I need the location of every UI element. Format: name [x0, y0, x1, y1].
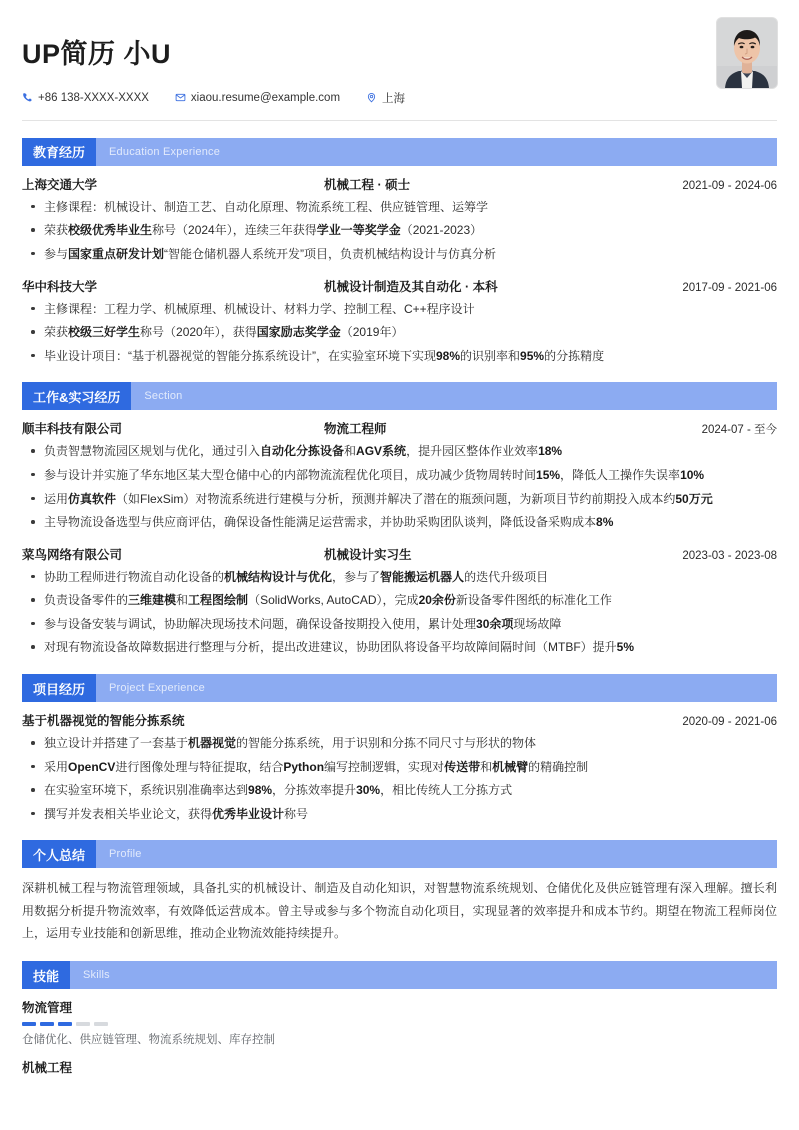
section-header-project	[22, 674, 777, 702]
location-pin-icon	[366, 92, 377, 103]
contact-phone	[22, 92, 149, 104]
entry-header	[22, 277, 777, 295]
entry-header	[22, 175, 777, 193]
list-item: 主修课程：工程力学、机械原理、机械设计、材料力学、控制工程、C++程序设计	[22, 300, 777, 319]
section-body-education	[22, 175, 777, 366]
entry-date: 2017-09 - 2021-06	[682, 281, 777, 294]
entry-date: 2020-09 - 2021-06	[682, 716, 777, 729]
entry-org: 华中科技大学	[22, 279, 98, 294]
education-entry	[22, 175, 777, 264]
section-title-cn: 教育经历	[22, 138, 96, 166]
section-title-cn: 技能	[22, 961, 70, 989]
entry-header	[22, 419, 777, 437]
page-title: UP简历 小U	[22, 39, 172, 69]
work-entry	[22, 545, 777, 657]
section-title-en: Skills	[83, 969, 110, 981]
project-entry	[22, 711, 777, 823]
contact-location-value: 上海	[382, 92, 406, 105]
entry-date: 2024-07 - 至今	[701, 424, 777, 437]
section-body-skills	[22, 998, 777, 1076]
section-body-project	[22, 711, 777, 823]
entry-role: 机械工程 · 硕士	[324, 177, 411, 192]
list-item: 主修课程：机械设计、制造工艺、自动化原理、物流系统工程、供应链管理、运筹学	[22, 198, 777, 217]
list-item: 参与国家重点研发计划“智能仓储机器人系统开发”项目，负责机械结构设计与仿真分析	[22, 245, 777, 264]
entry-org: 菜鸟网络有限公司	[22, 547, 123, 562]
skill-description: 仓储优化、供应链管理、物流系统规划、库存控制	[22, 1034, 275, 1046]
resume-header	[22, 0, 777, 121]
list-item: 采用OpenCV进行图像处理与特征提取，结合Python编写控制逻辑，实现对传送带和机械臂的精确控制	[22, 758, 777, 777]
entry-header	[22, 711, 777, 729]
list-item: 参与设备安装与调试，协助解决现场技术问题，确保设备按期投入使用，累计处理30余项现场故障	[22, 615, 777, 634]
entry-role: 物流工程师	[324, 422, 387, 437]
section-header-work	[22, 382, 777, 410]
section-title-cn: 工作&实习经历	[22, 382, 131, 410]
profile-text: 深耕机械工程与物流管理领域，具备扎实的机械设计、制造及自动化知识，对智慧物流系统规划、仓储优化及供应链管理有深入理解。擅长利用数据分析提升物流效率，有效降低运营成本。曾主导或参与多个物流自动化项目，实现显著的效率提升和成本节约。期望在物流工程师岗位上，运用专业技能和创新思维，推动企业物流效能持续提升。	[22, 881, 777, 940]
contact-phone-value: +86 138-XXXX-XXXX	[38, 91, 149, 104]
section-title-en: Profile	[109, 848, 142, 861]
phone-icon	[22, 92, 33, 103]
section-title-en: Education Experience	[109, 145, 221, 158]
list-item: 荣获校级优秀毕业生称号（2024年），连续三年获得学业一等奖学金（2021-2023）	[22, 221, 777, 240]
entry-bullets	[22, 568, 777, 657]
entry-bullets	[22, 198, 777, 264]
section-title-en: Project Experience	[109, 682, 205, 695]
list-item: 协助工程师进行物流自动化设备的机械结构设计与优化，参与了智能搬运机器人的迭代升级项目	[22, 568, 777, 587]
entry-date: 2023-03 - 2023-08	[682, 549, 777, 562]
list-item: 参与设计并实施了华东地区某大型仓储中心的内部物流流程优化项目，成功减少货物周转时间15%，降低人工操作失误率10%	[22, 466, 777, 485]
list-item: 在实验室环境下，系统识别准确率达到98%，分拣效率提升30%，相比传统人工分拣方式	[22, 781, 777, 800]
section-header-skills	[22, 961, 777, 989]
section-body-work	[22, 419, 777, 657]
section-header-education	[22, 138, 777, 166]
skill-level-dash	[22, 1022, 36, 1026]
skill-item	[22, 998, 777, 1049]
list-item: 负责智慧物流园区规划与优化，通过引入自动化分拣设备和AGV系统，提升园区整体作业效率18%	[22, 442, 777, 461]
entry-org: 上海交通大学	[22, 177, 98, 192]
entry-org: 基于机器视觉的智能分拣系统	[22, 714, 185, 729]
entry-org: 顺丰科技有限公司	[22, 422, 123, 437]
entry-role: 机械设计制造及其自动化 · 本科	[324, 279, 498, 294]
skill-level-dash	[40, 1022, 54, 1026]
skill-name: 机械工程	[22, 1061, 73, 1076]
mail-icon	[175, 92, 186, 103]
section-title-en: Section	[144, 390, 183, 403]
list-item: 荣获校级三好学生称号（2020年），获得国家励志奖学金（2019年）	[22, 323, 777, 342]
contact-location	[366, 90, 405, 106]
entry-bullets	[22, 734, 777, 823]
avatar	[717, 18, 777, 88]
list-item: 毕业设计项目：“基于机器视觉的智能分拣系统设计”，在实验室环境下实现98%的识别率和95%的分拣精度	[22, 347, 777, 366]
list-item: 撰写并发表相关毕业论文，获得优秀毕业设计称号	[22, 805, 777, 824]
list-item: 对现有物流设备故障数据进行整理与分析，提出改进建议，协助团队将设备平均故障间隔时间（MTBF）提升5%	[22, 638, 777, 657]
entry-date: 2021-09 - 2024-06	[682, 179, 777, 192]
list-item: 独立设计并搭建了一套基于机器视觉的智能分拣系统，用于识别和分拣不同尺寸与形状的物体	[22, 734, 777, 753]
list-item: 运用仿真软件（如FlexSim）对物流系统进行建模与分析，预测并解决了潜在的瓶颈问题，为新项目节约前期投入成本约50万元	[22, 490, 777, 509]
list-item: 负责设备零件的三维建模和工程图绘制（SolidWorks, AutoCAD），完成20余份新设备零件图纸的标准化工作	[22, 591, 777, 610]
entry-header	[22, 545, 777, 563]
skill-level-dash	[94, 1022, 108, 1026]
skill-item	[22, 1058, 777, 1076]
skill-level-bar	[22, 1022, 777, 1026]
entry-role: 机械设计实习生	[324, 547, 412, 562]
entry-bullets	[22, 300, 777, 366]
skill-level-dash	[58, 1022, 72, 1026]
skill-level-dash	[76, 1022, 90, 1026]
skill-name: 物流管理	[22, 1001, 73, 1015]
entry-bullets	[22, 442, 777, 531]
work-entry	[22, 419, 777, 531]
education-entry	[22, 277, 777, 366]
contact-row	[22, 90, 777, 106]
list-item: 主导物流设备选型与供应商评估，确保设备性能满足运营需求，并协助采购团队谈判，降低设备采购成本8%	[22, 513, 777, 532]
section-title-cn: 项目经历	[22, 674, 96, 702]
contact-email	[175, 92, 340, 104]
section-header-profile	[22, 840, 777, 868]
section-title-cn: 个人总结	[22, 840, 96, 868]
contact-email-value: xiaou.resume@example.com	[190, 91, 341, 104]
